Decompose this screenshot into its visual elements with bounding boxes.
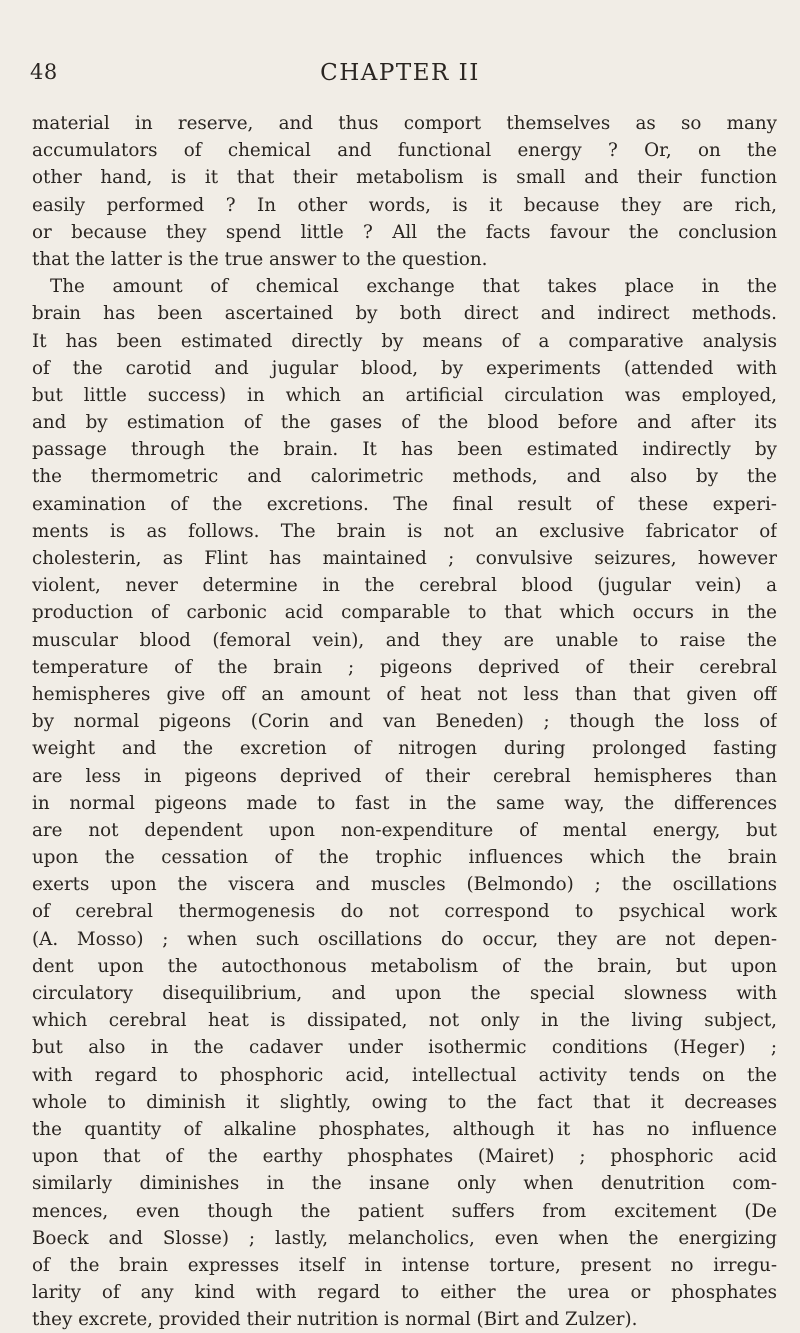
text-line: hemispheres give off an amount of heat not less than that given off [32, 683, 777, 705]
text-line: are less in pigeons deprived of their cerebral hemispheres than [32, 765, 777, 787]
text-line: violent, never determine in the cerebral blood (jugular vein) a [32, 575, 777, 597]
text-line: which cerebral heat is dissipated, not only in the living subject, [32, 1010, 777, 1032]
text-line: exerts upon the viscera and muscles (Belmondo) ; the oscillations [32, 874, 777, 896]
text-line: larity of any kind with regard to either the urea or phosphates [32, 1282, 777, 1304]
text-line: material in reserve, and thus comport themselves as so many [32, 113, 777, 134]
text-line: of cerebral thermogenesis do not correspond to psychical work [32, 901, 777, 923]
text-line: examination of the excretions. The final result of these experi- [32, 493, 777, 515]
text-line: Boeck and Slosse) ; lastly, melancholics, even when the energizing [32, 1227, 777, 1249]
text-line: other hand, is it that their metabolism is small and their function [32, 167, 777, 189]
text-line: the quantity of alkaline phosphates, although it has no influence [32, 1118, 777, 1140]
text-line: whole to diminish it slightly, owing to the fact that it decreases [32, 1091, 777, 1113]
text-line: dent upon the autocthonous metabolism of the brain, but upon [32, 955, 777, 977]
text-line: with regard to phosphoric acid, intellectual activity tends on the [32, 1064, 777, 1086]
text-line: muscular blood (femoral vein), and they are unable to raise the [32, 629, 777, 651]
text-line: ments is as follows. The brain is not an exclusive fabricator of [32, 520, 777, 542]
text-line: similarly diminishes in the insane only when denutrition com- [32, 1173, 777, 1195]
text-line: by normal pigeons (Corin and van Beneden) ; though the loss of [32, 711, 777, 733]
text-line: accumulators of chemical and functional energy ? Or, on the [32, 140, 777, 162]
text-line: brain has been ascertained by both direct and indirect methods. [32, 303, 777, 325]
text-line: temperature of the brain ; pigeons deprived of their cerebral [32, 656, 777, 678]
text-line: the thermometric and calorimetric methods, and also by the [32, 466, 777, 488]
text-line: but little success) in which an artificial circulation was employed, [32, 384, 777, 406]
text-line: circulatory disequilibrium, and upon the special slowness with [32, 983, 777, 1004]
text-line: It has been estimated directly by means of a comparative analysis [32, 330, 777, 352]
running-head [30, 60, 770, 96]
text-line: easily performed ? In other words, is it because they are rich, [32, 194, 777, 216]
text-line: and by estimation of the gases of the blood before and after its [32, 412, 777, 434]
chapter-title: CHAPTER II [320, 60, 480, 86]
text-line: The amount of chemical exchange that takes place in the [50, 276, 777, 298]
text-line: (A. Mosso) ; when such oscillations do occur, they are not depen- [32, 928, 777, 950]
text-line: or because they spend little ? All the facts favour the conclusion [32, 221, 777, 243]
text-line: mences, even though the patient suffers from excitement (De [32, 1200, 777, 1222]
text-line: upon that of the earthy phosphates (Mairet) ; phosphoric acid [32, 1146, 777, 1168]
text-line: upon the cessation of the trophic influences which the brain [32, 847, 777, 869]
text-line: weight and the excretion of nitrogen during prolonged fasting [32, 738, 777, 760]
text-line: of the carotid and jugular blood, by experiments (attended with [32, 357, 777, 379]
body-text [32, 110, 777, 1333]
text-line: that the latter is the true answer to the question. [32, 248, 488, 270]
text-line: in normal pigeons made to fast in the same way, the differences [32, 792, 777, 814]
text-line: passage through the brain. It has been estimated indirectly by [32, 439, 777, 461]
text-line: but also in the cadaver under isothermic conditions (Heger) ; [32, 1037, 777, 1059]
page-number: 48 [30, 60, 58, 84]
text-line: they excrete, provided their nutrition is normal (Birt and Zulzer). [32, 1309, 638, 1331]
text-line: cholesterin, as Flint has maintained ; convulsive seizures, however [32, 548, 777, 569]
text-line: of the brain expresses itself in intense torture, present no irregu- [32, 1254, 777, 1276]
text-line: production of carbonic acid comparable to that which occurs in the [32, 602, 777, 624]
text-line: are not dependent upon non-expenditure of mental energy, but [32, 819, 777, 841]
